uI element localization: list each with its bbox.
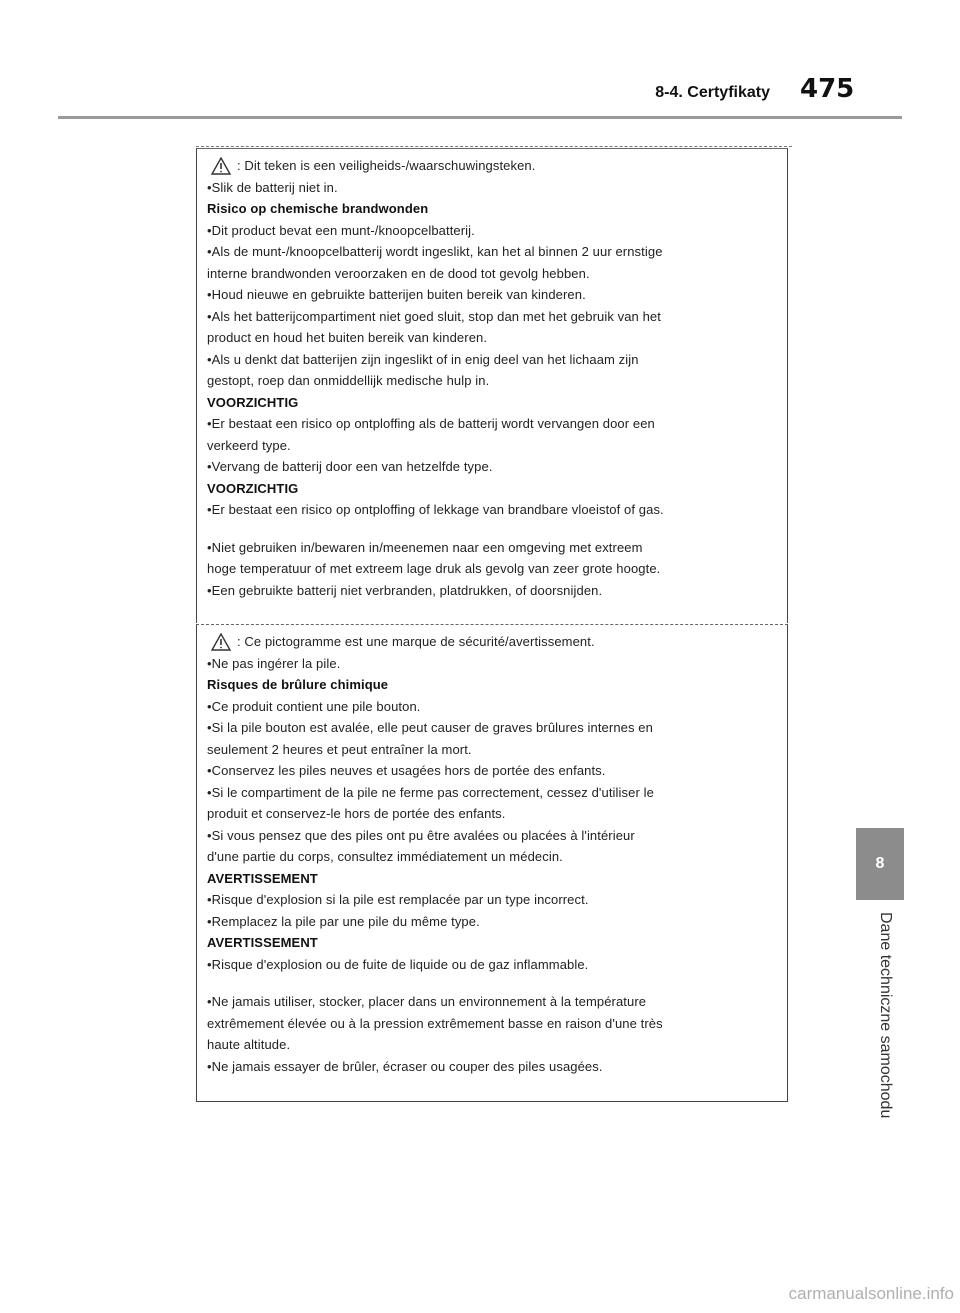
text-line: •Si la pile bouton est avalée, elle peut causer de graves brûlures internes en — [207, 720, 653, 735]
french-warning-heading — [207, 631, 777, 653]
text-line: •Als de munt-/knoopcelbatterij wordt ingeslikt, kan het al binnen 2 uur ernstige — [207, 244, 663, 259]
text-line: interne brandwonden veroorzaken en de dood tot gevolg hebben. — [207, 265, 590, 281]
dutch-warning-heading — [207, 155, 777, 177]
header-divider — [58, 116, 902, 119]
text-line: •Conservez les piles neuves et usagées hors de portée des enfants. — [207, 763, 606, 778]
text-line: •Vervang de batterij door een van hetzelfde type. — [207, 459, 493, 474]
french-warning-box — [196, 624, 788, 1102]
text-line: •Si le compartiment de la pile ne ferme pas correctement, cessez d'utiliser le — [207, 784, 654, 800]
french-warning-title: : Ce pictogramme est une marque de sécurité/avertissement. — [237, 634, 595, 649]
chapter-tab: 8 — [856, 828, 904, 900]
text-line: product en houd het buiten bereik van kinderen. — [207, 330, 488, 345]
text-line: gestopt, roep dan onmiddellijk medische hulp in. — [207, 373, 490, 388]
text-line: •Er bestaat een risico op ontploffing als de batterij wordt vervangen door een — [207, 416, 655, 431]
text-line: •Ne pas ingérer la pile. — [207, 655, 341, 671]
text-line: •Als het batterijcompartiment niet goed sluit, stop dan met het gebruik van het — [207, 308, 661, 324]
text-line: •Dit product bevat een munt-/knoopcelbatterij. — [207, 222, 475, 238]
text-line: •Remplacez la pile par une pile du même type. — [207, 913, 480, 929]
text-line: •Er bestaat een risico op ontploffing of lekkage van brandbare vloeistof of gas. — [207, 502, 664, 517]
dutch-warning-box — [196, 148, 788, 623]
section-title: 8-4. Certyfikaty — [655, 84, 770, 101]
text-line: •Ce produit contient une pile bouton. — [207, 698, 421, 714]
text-line: •Niet gebruiken in/bewaren in/meenemen naar een omgeving met extreem — [207, 539, 643, 555]
warning-heading: AVERTISSEMENT — [207, 870, 318, 886]
text-line: •Houd nieuwe en gebruikte batterijen buiten bereik van kinderen. — [207, 287, 586, 302]
text-line: hoge temperatuur of met extreem lage druk als gevolg van zeer grote hoogte. — [207, 561, 661, 576]
text-line: seulement 2 heures et peut entraîner la mort. — [207, 741, 472, 757]
text-line: verkeerd type. — [207, 437, 291, 453]
text-line: •Ne jamais essayer de brûler, écraser ou couper des piles usagées. — [207, 1058, 603, 1074]
warning-triangle-icon — [211, 633, 231, 651]
text-line: •Als u denkt dat batterijen zijn ingeslikt of in enig deel van het lichaam zijn — [207, 351, 639, 367]
blank-line — [207, 521, 777, 537]
dutch-warning-title: : Dit teken is een veiligheids-/waarschuwingsteken. — [237, 158, 536, 173]
text-line: •Si vous pensez que des piles ont pu être avalées ou placées à l'intérieur — [207, 827, 635, 843]
caution-heading: VOORZICHTIG — [207, 394, 299, 410]
subheading: Risques de brûlure chimique — [207, 677, 389, 692]
caution-heading: VOORZICHTIG — [207, 480, 299, 496]
text-line: •Risque d'explosion ou de fuite de liquide ou de gaz inflammable. — [207, 956, 589, 972]
watermark: carmanualsonline.info — [788, 1284, 954, 1303]
text-line: •Een gebruikte batterij niet verbranden, platdrukken, of doorsnijden. — [207, 582, 603, 598]
blank-line — [207, 975, 777, 991]
warning-triangle-icon — [211, 157, 231, 175]
text-line: d'une partie du corps, consultez immédiatement un médecin. — [207, 849, 563, 864]
warning-heading: AVERTISSEMENT — [207, 935, 318, 950]
text-line: produit et conservez-le hors de portée des enfants. — [207, 806, 506, 821]
text-line: •Ne jamais utiliser, stocker, placer dans un environnement à la température — [207, 994, 647, 1009]
subheading: Risico op chemische brandwonden — [207, 201, 429, 216]
text-line: haute altitude. — [207, 1037, 291, 1052]
page-number: 475 — [800, 74, 855, 104]
chapter-label: Dane techniczne samochodu — [877, 912, 894, 1119]
text-line: •Slik de batterij niet in. — [207, 179, 338, 195]
text-line: extrêmement élevée ou à la pression extrêmement basse en raison d'une très — [207, 1015, 663, 1031]
text-line: •Risque d'explosion si la pile est remplacée par un type incorrect. — [207, 892, 589, 907]
